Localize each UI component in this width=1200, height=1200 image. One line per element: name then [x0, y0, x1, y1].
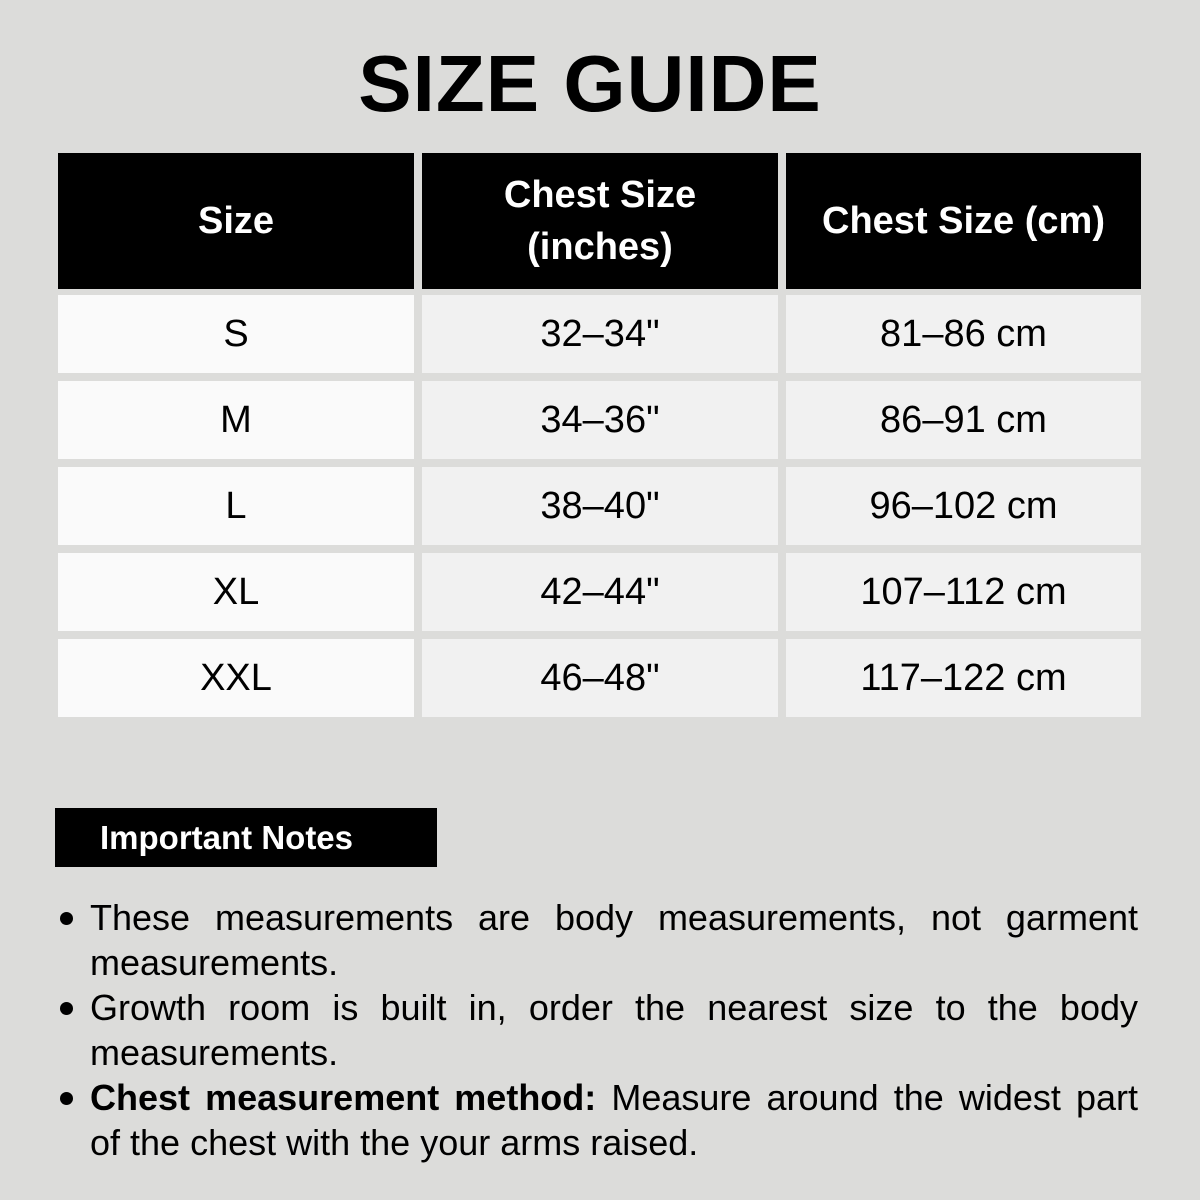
table-cell-size: M	[58, 381, 414, 459]
size-table	[58, 153, 1141, 725]
note-text: Measure around the widest part of the chest with the your arms raised.	[90, 1077, 1138, 1163]
note-bold-label: Chest measurement method:	[90, 1077, 597, 1118]
note-item	[58, 1075, 1138, 1165]
notes-heading: Important Notes	[55, 808, 437, 867]
table-cell-size: L	[58, 467, 414, 545]
table-cell-inches: 46–48"	[422, 639, 778, 717]
table-cell-cm: 107–112 cm	[786, 553, 1141, 631]
note-item	[58, 985, 1138, 1075]
table-cell-inches: 34–36"	[422, 381, 778, 459]
table-cell-inches: 32–34"	[422, 295, 778, 373]
bullet-icon	[60, 912, 73, 925]
bullet-icon	[60, 1002, 73, 1015]
note-item	[58, 895, 1138, 985]
notes-list	[58, 895, 1138, 1165]
table-cell-size: XL	[58, 553, 414, 631]
table-cell-cm: 86–91 cm	[786, 381, 1141, 459]
header-chest-cm: Chest Size (cm)	[786, 153, 1141, 289]
table-cell-inches: 42–44"	[422, 553, 778, 631]
header-chest-inches	[422, 153, 778, 289]
table-cell-cm: 117–122 cm	[786, 639, 1141, 717]
note-text: These measurements are body measurements, not garment measurements.	[90, 897, 1138, 983]
table-cell-size: XXL	[58, 639, 414, 717]
table-cell-cm: 96–102 cm	[786, 467, 1141, 545]
table-cell-cm: 81–86 cm	[786, 295, 1141, 373]
bullet-icon	[60, 1092, 73, 1105]
header-chest-inches-label: Chest Size (inches)	[503, 174, 697, 268]
table-cell-inches: 38–40"	[422, 467, 778, 545]
header-size: Size	[58, 153, 414, 289]
page-title: SIZE GUIDE	[358, 39, 822, 128]
table-cell-size: S	[58, 295, 414, 373]
note-text: Growth room is built in, order the nearest size to the body measurements.	[90, 987, 1138, 1073]
